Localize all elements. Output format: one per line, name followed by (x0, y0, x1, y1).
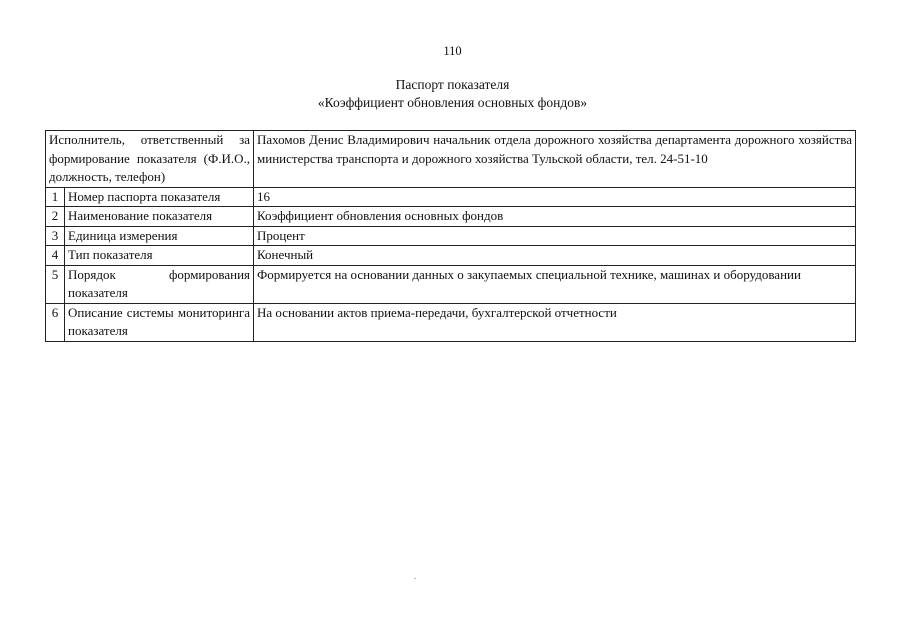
row-value: На основании актов приема-передачи, бухгалтерской отчетности (254, 303, 856, 341)
row-number: 6 (46, 303, 65, 341)
table-row-responsible (46, 131, 856, 188)
document-title (0, 76, 905, 112)
row-label: Тип показателя (65, 246, 254, 266)
table-row (46, 303, 856, 341)
row-number: 5 (46, 265, 65, 303)
scan-speck (414, 578, 416, 579)
row-number: 4 (46, 246, 65, 266)
row-label: Описание системы мониторинга показателя (65, 303, 254, 341)
row-value: Формируется на основании данных о закупаемых специальной технике, машинах и оборудовании (254, 265, 856, 303)
table-row (46, 246, 856, 266)
row-value: Конечный (254, 246, 856, 266)
table-row (46, 226, 856, 246)
row-label: Единица измерения (65, 226, 254, 246)
row-label: Наименование показателя (65, 207, 254, 227)
page-number: 110 (443, 44, 462, 58)
row-label: Номер паспорта показателя (65, 187, 254, 207)
row-number: 2 (46, 207, 65, 227)
responsible-value: Пахомов Денис Владимирович начальник отдела дорожного хозяйства департамента дорожного хозяйства министерства транспорта и дорожного хозяйства Тульской области, тел. 24-51-10 (254, 131, 856, 188)
table-row (46, 265, 856, 303)
indicator-passport-table (45, 130, 856, 342)
responsible-label: Исполнитель, ответственный за формирование показателя (Ф.И.О., должность, телефон) (46, 131, 254, 188)
table-row (46, 207, 856, 227)
row-number: 1 (46, 187, 65, 207)
title-line-1: Паспорт показателя (395, 77, 510, 92)
row-label: Порядок формирования показателя (65, 265, 254, 303)
row-number: 3 (46, 226, 65, 246)
row-value: Коэффициент обновления основных фондов (254, 207, 856, 227)
row-value: 16 (254, 187, 856, 207)
title-line-2: «Коэффициент обновления основных фондов» (317, 95, 588, 110)
row-value: Процент (254, 226, 856, 246)
table-row (46, 187, 856, 207)
